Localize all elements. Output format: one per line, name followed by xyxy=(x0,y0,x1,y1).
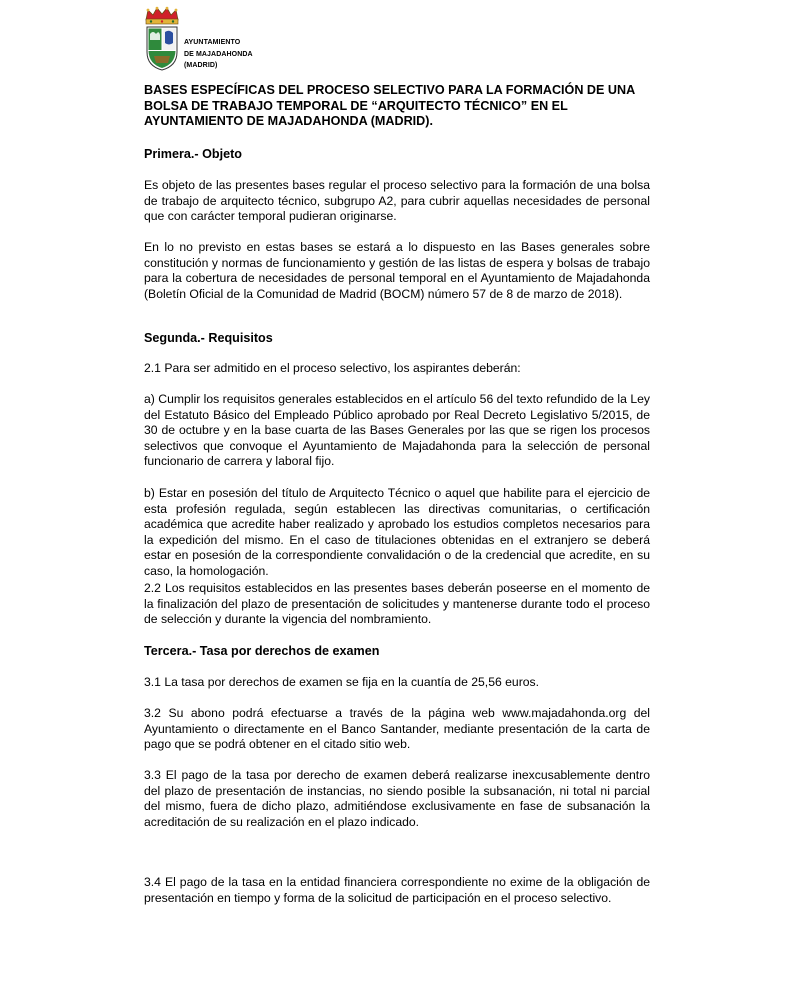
org-line-1: AYUNTAMIENTO xyxy=(184,39,241,46)
letterhead xyxy=(143,6,343,74)
paragraph: 3.2 Su abono podrá efectuarse a través de la página web www.majadahonda.org del Ayuntamiento o directamente en el Banco Santander, mediante presentación de la carta de pago que se podrá obtener en el citado sitio web. xyxy=(144,706,650,751)
section-heading-tercera: Tercera.- Tasa por derechos de examen xyxy=(144,644,380,658)
paragraph: 3.3 El pago de la tasa por derecho de examen deberá realizarse inexcusablemente dentro del plazo de presentación de instancias, no siendo posible la subsanación, ni total ni parcial del mismo, fuera de dicho plazo, admitiéndose exclusivamente en fase de subsanación la acreditación de su realización en el plazo indicado. xyxy=(144,768,650,829)
section-heading-primera: Primera.- Objeto xyxy=(144,147,242,161)
document-title: BASES ESPECÍFICAS DEL PROCESO SELECTIVO PARA LA FORMACIÓN DE UNA BOLSA DE TRABAJO TEMPORAL DE “ARQUITECTO TÉCNICO” EN EL AYUNTAMIENTO DE MAJADAHONDA (MADRID). xyxy=(144,83,635,128)
org-line-3: (MADRID) xyxy=(184,62,218,69)
paragraph: a) Cumplir los requisitos generales establecidos en el artículo 56 del texto refundido de la Ley del Estatuto Básico del Empleado Público aprobado por Real Decreto Legislativo 5/2015, de 30 de octubre y en la base cuarta de las Bases Generales por las que se rigen los procesos selectivos que convoque el Ayuntamiento de Majadahonda para la selección de personal funcionario de carrera y laboral fijo. xyxy=(144,392,650,468)
paragraph: En lo no previsto en estas bases se estará a lo dispuesto en las Bases generales sobre constitución y normas de funcionamiento y gestión de las listas de espera y bolsas de trabajo para la cobertura de necesidades de personal temporal en el Ayuntamiento de Majadahonda (Boletín Oficial de la Comunidad de Madrid (BOCM) número 57 de 8 de marzo de 2018). xyxy=(144,240,650,301)
paragraph: 2.2 Los requisitos establecidos en las presentes bases deberán poseerse en el momento de la finalización del plazo de presentación de solicitudes y mantenerse durante todo el proceso de selección y durante la vigencia del nombramiento. xyxy=(144,581,650,626)
paragraph: 3.1 La tasa por derechos de examen se fija en la cuantía de 25,56 euros. xyxy=(144,675,540,689)
coat-of-arms-icon xyxy=(143,6,181,72)
paragraph: b) Estar en posesión del título de Arquitecto Técnico o aquel que habilite para el ejercicio de esta profesión regulada, según establecen las directivas comunitarias, o certificación académica que acredite haber realizado y aprobado los estudios completos necesarios para la expedición del mismo. En el caso de titulaciones obtenidas en el extranjero se deberá estar en posesión de la correspondiente convalidación o de la credencial que acredite, en su caso, la homologación. xyxy=(144,486,650,578)
paragraph: 3.4 El pago de la tasa en la entidad financiera correspondiente no exime de la obligación de presentación en tiempo y forma de la solicitud de participación en el proceso selectivo. xyxy=(144,875,650,905)
org-line-2: DE MAJADAHONDA xyxy=(184,50,253,58)
paragraph: 2.1 Para ser admitido en el proceso selectivo, los aspirantes deberán: xyxy=(144,361,521,375)
section-heading-segunda: Segunda.- Requisitos xyxy=(144,331,273,345)
organization-name xyxy=(184,37,253,72)
paragraph: Es objeto de las presentes bases regular el proceso selectivo para la formación de una bolsa de trabajo de arquitecto técnico, subgrupo A2, para cubrir aquellas necesidades de personal que con carácter temporal pudieran originarse. xyxy=(144,178,650,223)
